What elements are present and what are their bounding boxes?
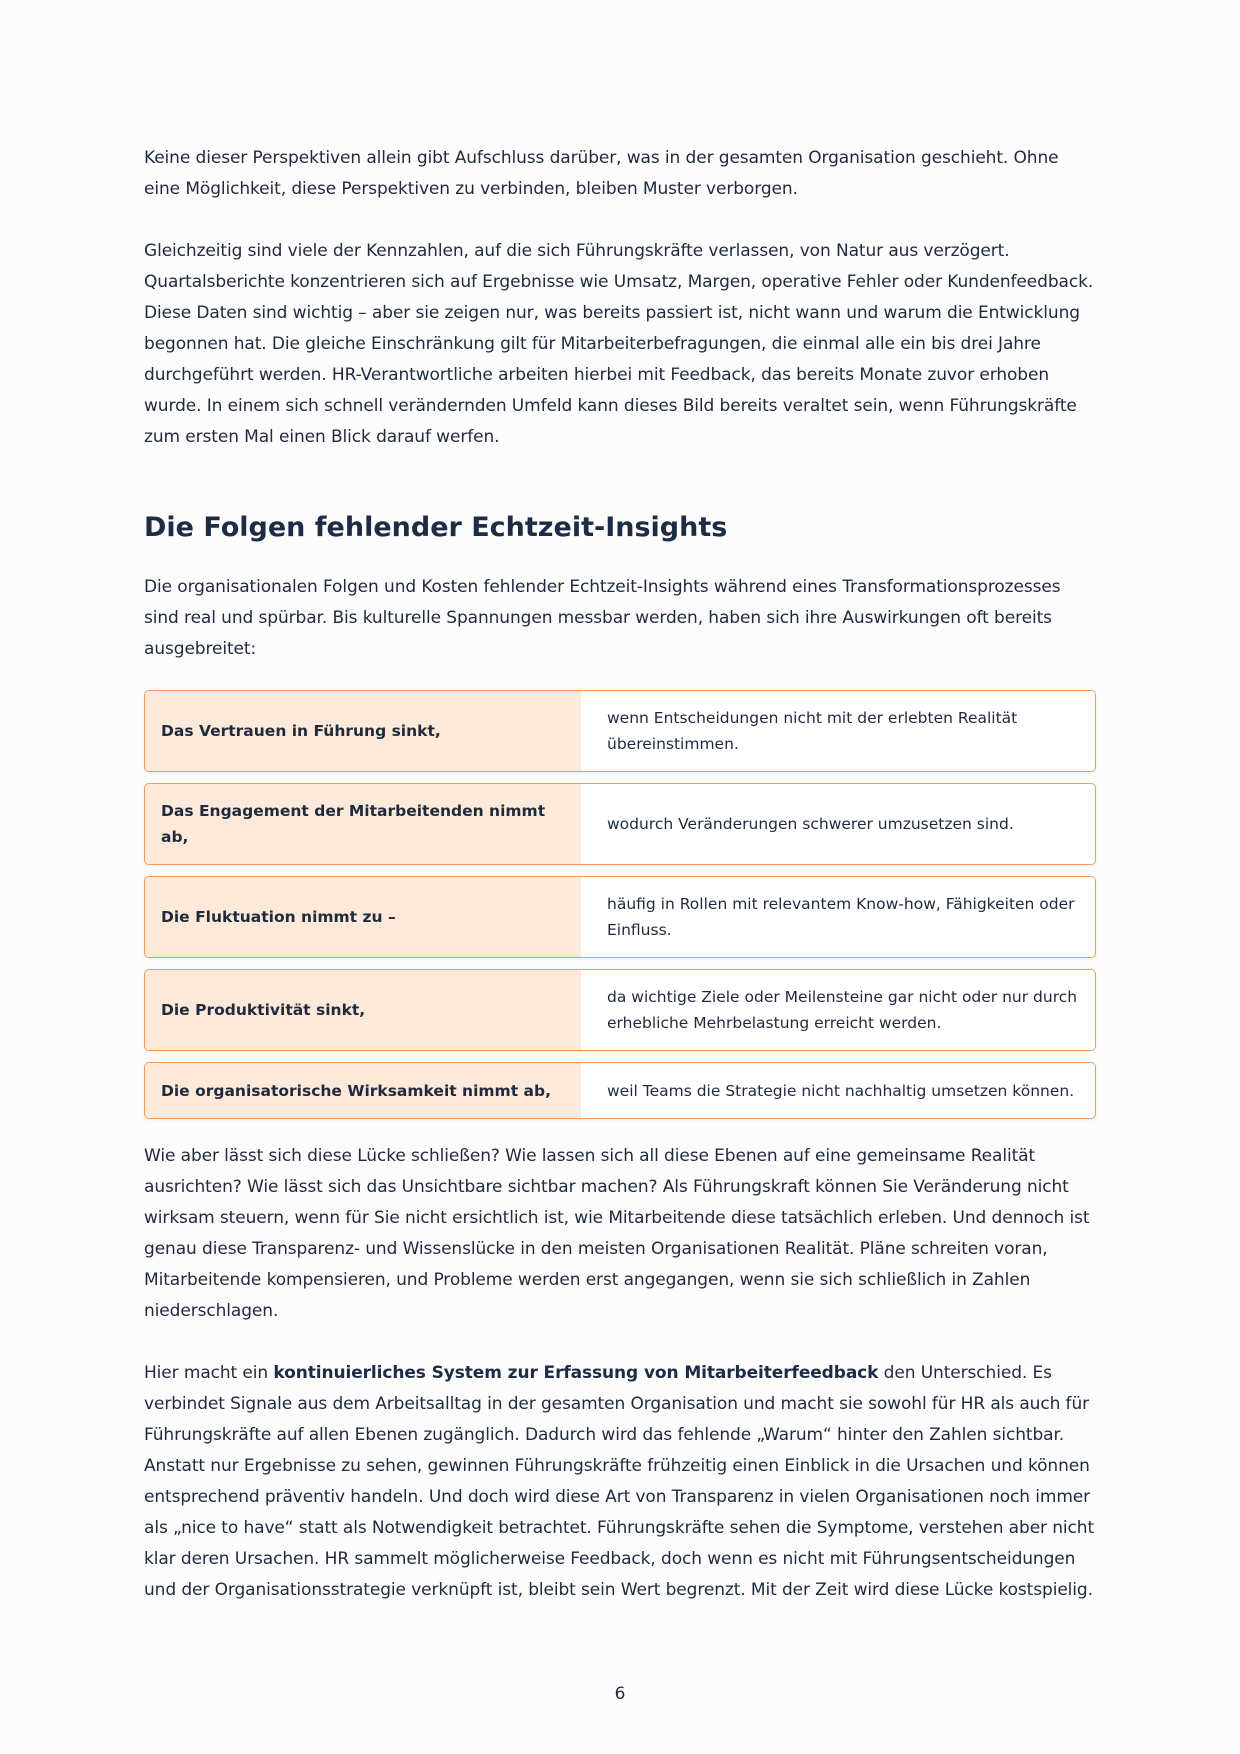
consequence-cause: Die Produktivität sinkt, [145, 970, 581, 1050]
closing-paragraph-2-prefix: Hier macht ein [144, 1363, 274, 1383]
closing-paragraph-2-suffix: den Unterschied. Es verbindet Signale aus dem Arbeitsalltag in der gesamten Organisation und macht sie sowohl für HR als auch für Führungskräfte auf allen Ebenen zugänglich. Dadurch wird das fehlende „Warum“ hinter den Zahlen sichtbar. Anstatt nur Ergebnisse zu sehen, gewinnen Führungskräfte frühzeitig einen Einblick in die Ursachen und können entsprechend präventiv handeln. Und doch wird diese Art von Transparenz in vielen Organisationen noch immer als „nice to have“ statt als Notwendigkeit betrachtet. Führungskräfte sehen die Symptome, verstehen aber nicht klar deren Ursachen. HR sammelt möglicherweise Feedback, doch wenn es nicht mit Führungsentscheidungen und der Organisationsstrategie verknüpft ist, bleibt sein Wert begrenzt. Mit der Zeit wird diese Lücke kostspielig. [144, 1363, 1095, 1600]
consequence-effect: wodurch Veränderungen schwerer umzusetzen sind. [581, 784, 1095, 864]
consequences-table [144, 690, 1096, 1119]
consequence-cause: Das Engagement der Mitarbeitenden nimmt ab, [145, 784, 581, 864]
section-heading: Die Folgen fehlender Echtzeit-Insights [144, 512, 728, 543]
consequence-effect: wenn Entscheidungen nicht mit der erlebten Realität übereinstimmen. [581, 691, 1095, 771]
closing-paragraph-2 [144, 1358, 1096, 1606]
section-lead-paragraph: Die organisationalen Folgen und Kosten fehlender Echtzeit-Insights während eines Transformationsprozesses sind real und spürbar. Bis kulturelle Spannungen messbar werden, haben sich ihre Auswirkungen oft bereits ausgebreitet: [144, 577, 1061, 659]
consequence-effect: da wichtige Ziele oder Meilensteine gar nicht oder nur durch erhebliche Mehrbelastung erreicht werden. [581, 970, 1095, 1050]
consequence-cause: Das Vertrauen in Führung sinkt, [145, 691, 581, 771]
consequence-row [144, 690, 1096, 772]
intro-paragraph-2: Gleichzeitig sind viele der Kennzahlen, auf die sich Führungskräfte verlassen, von Natur aus verzögert. Quartalsberichte konzentrieren sich auf Ergebnisse wie Umsatz, Margen, operative Fehler oder Kundenfeedback. Diese Daten sind wichtig – aber sie zeigen nur, was bereits passiert ist, nicht wann und warum die Entwicklung begonnen hat. Die gleiche Einschränkung gilt für Mitarbeiterbefragungen, die einmal alle ein bis drei Jahre durchgeführt werden. HR-Verantwortliche arbeiten hierbei mit Feedback, das bereits Monate zuvor erhoben wurde. In einem sich schnell verändernden Umfeld kann dieses Bild bereits veraltet sein, wenn Führungskräfte zum ersten Mal einen Blick darauf werfen. [144, 241, 1094, 447]
consequence-row [144, 969, 1096, 1051]
consequence-row [144, 783, 1096, 865]
document-page [144, 143, 1096, 1606]
closing-paragraph-2-emphasis: kontinuierliches System zur Erfassung von Mitarbeiterfeedback [273, 1363, 879, 1383]
intro-paragraph-1: Keine dieser Perspektiven allein gibt Aufschluss darüber, was in der gesamten Organisation geschieht. Ohne eine Möglichkeit, diese Perspektiven zu verbinden, bleiben Muster verborgen. [144, 148, 1059, 199]
consequence-effect: weil Teams die Strategie nicht nachhaltig umsetzen können. [581, 1063, 1095, 1118]
closing-paragraph-1: Wie aber lässt sich diese Lücke schließen? Wie lassen sich all diese Ebenen auf eine gemeinsame Realität ausrichten? Wie lässt sich das Unsichtbare sichtbar machen? Als Führungskraft können Sie Veränderung nicht wirksam steuern, wenn für Sie nicht ersichtlich ist, wie Mitarbeitende diese tatsächlich erleben. Und dennoch ist genau diese Transparenz- und Wissenslücke in den meisten Organisationen Realität. Pläne schreiten voran, Mitarbeitende kompensieren, und Probleme werden erst angegangen, wenn sie sich schließlich in Zahlen niederschlagen. [144, 1146, 1090, 1321]
page-number: 6 [614, 1684, 626, 1704]
consequence-effect: häufig in Rollen mit relevantem Know-how, Fähigkeiten oder Einfluss. [581, 877, 1095, 957]
consequence-cause: Die organisatorische Wirksamkeit nimmt ab, [145, 1063, 581, 1118]
consequence-row [144, 876, 1096, 958]
consequence-cause: Die Fluktuation nimmt zu – [145, 877, 581, 957]
consequence-row [144, 1062, 1096, 1119]
